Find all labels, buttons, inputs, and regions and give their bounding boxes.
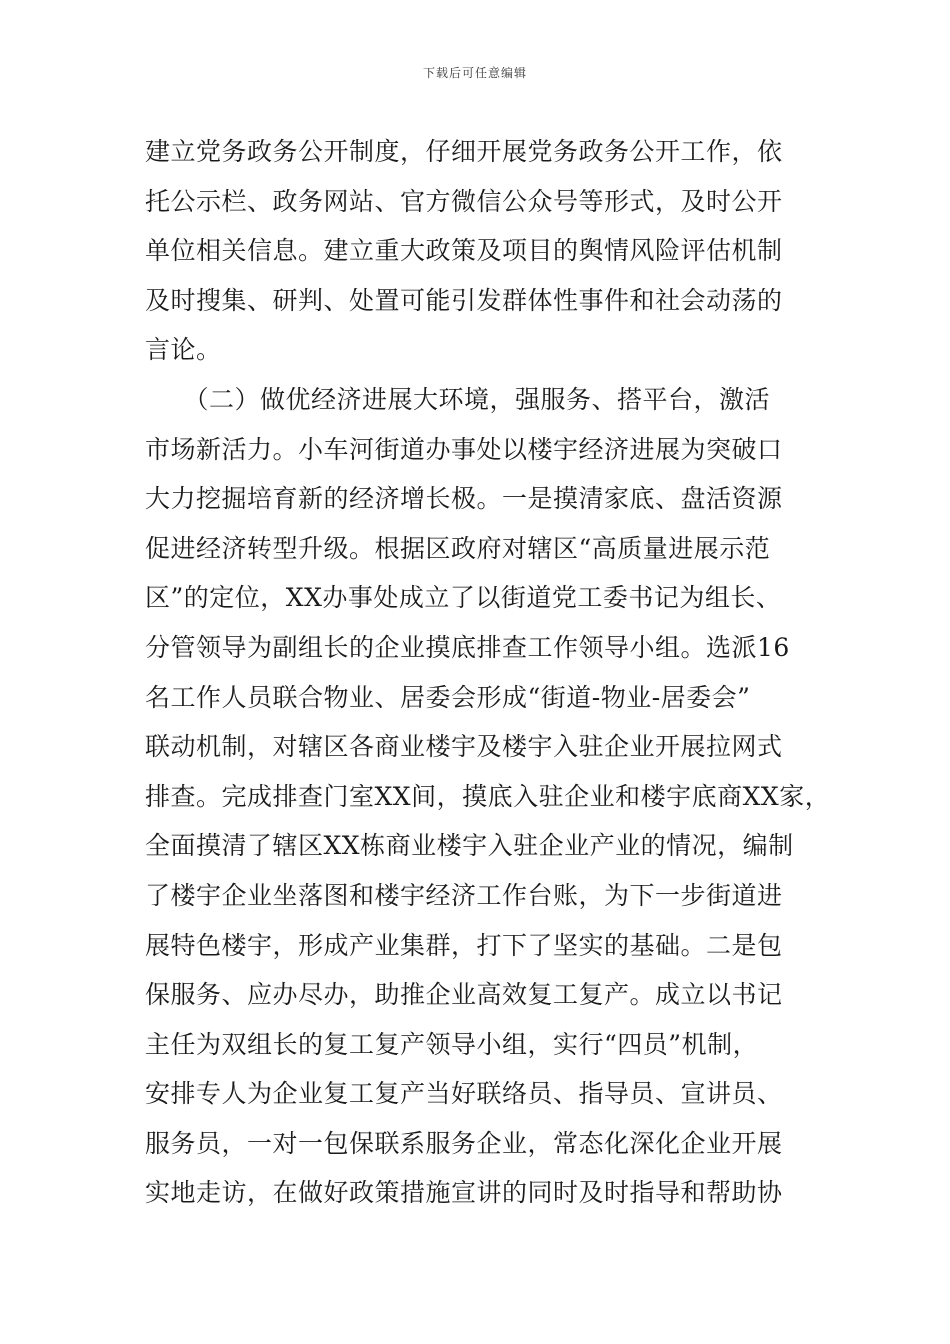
text-line: 了楼宇企业坐落图和楼宇经济工作台账，为下一步街道进 [145,880,783,910]
text-line: 联动机制，对辖区各商业楼宇及楼宇入驻企业开展拉网式 [145,732,783,762]
text-line: 分管领导为副组长的企业摸底排查工作领导小组。选派16 [145,632,790,662]
text-line: 市场新活力。小车河街道办事处以楼宇经济进展为突破口 [145,434,783,464]
text-line: 全面摸清了辖区XX栋商业楼宇入驻企业产业的情况，编制 [145,831,794,861]
text-line: 展特色楼宇，形成产业集群，打下了坚实的基础。二是包 [145,930,783,960]
text-line: 言论。 [145,335,222,365]
text-line: 建立党务政务公开制度，仔细开展党务政务公开工作，依 [145,137,783,166]
text-line: 单位相关信息。建立重大政策及项目的舆情风险评估机制 [145,236,783,266]
text-line: 托公示栏、政务网站、官方微信公众号等形式，及时公开 [145,186,783,216]
text-line: 名工作人员联合物业、居委会形成“街道-物业-居委会” [145,682,751,712]
document-body [145,127,831,1218]
text-line: 区”的定位，XX办事处成立了以街道党工委书记为组长、 [145,583,782,613]
text-line: 大力挖掘培育新的经济增长极。一是摸清家底、盘活资源 [145,484,783,514]
text-line: 及时搜集、研判、处置可能引发群体性事件和社会动荡的 [145,285,783,315]
text-line: 排查。完成排查门室XX间，摸底入驻企业和楼宇底商XX家， [145,781,831,811]
text-line: 主任为双组长的复工复产领导小组，实行“四员”机制， [145,1029,759,1059]
text-line: 保服务、应办尽办，助推企业高效复工复产。成立以书记 [145,980,783,1010]
page-header: 下载后可任意编辑 [422,66,527,80]
text-line: 服务员，一对一包保联系服务企业，常态化深化企业开展 [145,1128,783,1158]
text-line: 促进经济转型升级。根据区政府对辖区“高质量进展示范 [145,533,771,563]
text-line: 安排专人为企业复工复产当好联络员、指导员、宣讲员、 [145,1079,783,1109]
text-line: 实地走访，在做好政策措施宣讲的同时及时指导和帮助协 [145,1178,783,1208]
text-line: （二）做优经济进展大环境，强服务、搭平台，激活 [145,384,771,414]
